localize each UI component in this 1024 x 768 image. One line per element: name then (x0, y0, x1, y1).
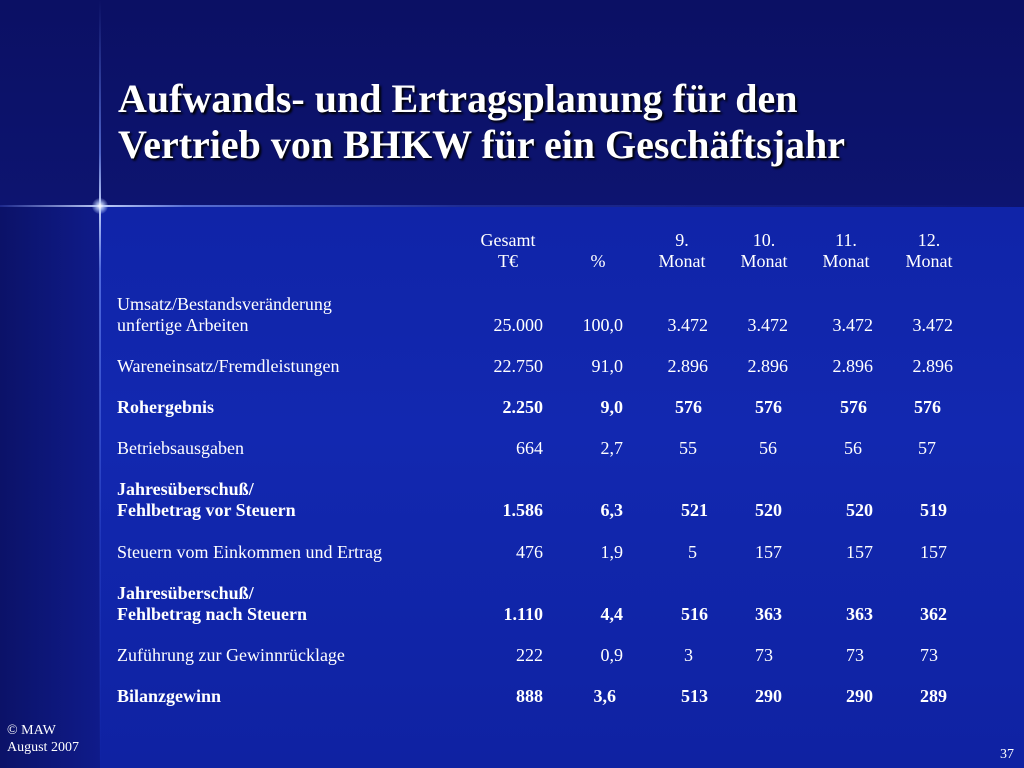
cell-umsatz-m11: 3.472 (832, 315, 873, 335)
header-month-9-line-2: Monat (658, 251, 706, 271)
cell-nach-steuern-m10: 363 (755, 604, 782, 624)
cell-rohergebnis-m9: 576 (675, 397, 702, 417)
cell-betriebsausgaben-m9: 55 (679, 438, 697, 458)
cell-wareneinsatz-gesamt: 22.750 (493, 356, 543, 376)
cell-bilanzgewinn-percent: 3,6 (593, 686, 616, 706)
cell-umsatz-percent: 100,0 (582, 315, 623, 335)
cell-zufuehrung-m9: 3 (684, 645, 693, 665)
cell-umsatz-gesamt: 25.000 (493, 315, 543, 335)
row-label-ueberschuss-nach-steuern (117, 583, 307, 625)
header-month-12 (895, 230, 963, 272)
cell-nach-steuern-gesamt: 1.110 (503, 604, 543, 624)
row-label-wareneinsatz: Wareneinsatz/Fremdleistungen (117, 356, 340, 376)
cell-steuern-percent: 1,9 (600, 542, 623, 562)
cell-rohergebnis-m12: 576 (914, 397, 941, 417)
cell-rohergebnis-m11: 576 (840, 397, 867, 417)
cell-vor-steuern-percent: 6,3 (600, 500, 623, 520)
header-month-11 (812, 230, 880, 272)
cell-betriebsausgaben-m11: 56 (844, 438, 862, 458)
cell-vor-steuern-gesamt: 1.586 (502, 500, 543, 520)
cell-rohergebnis-percent: 9,0 (600, 397, 623, 417)
cell-bilanzgewinn-m10: 290 (755, 686, 782, 706)
cell-nach-steuern-m9: 516 (681, 604, 708, 624)
row-label-ueberschuss-nach-steuern-line-2: Fehlbetrag nach Steuern (117, 604, 307, 624)
row-label-ueberschuss-vor-steuern-line-2: Fehlbetrag vor Steuern (117, 500, 296, 520)
cell-zufuehrung-gesamt: 222 (516, 645, 543, 665)
cell-vor-steuern-m12: 519 (920, 500, 947, 520)
cell-steuern-gesamt: 476 (516, 542, 543, 562)
date-text: August 2007 (7, 740, 79, 755)
cell-vor-steuern-m9: 521 (681, 500, 708, 520)
header-month-10-line-2: Monat (740, 251, 788, 271)
cell-nach-steuern-m12: 362 (920, 604, 947, 624)
header-gesamt (468, 230, 548, 272)
header-month-9 (648, 230, 716, 272)
slide-title-line-1: Aufwands- und Ertragsplanung für den (118, 76, 798, 121)
cell-wareneinsatz-m9: 2.896 (667, 356, 708, 376)
slide-title-line-2: Vertrieb von BHKW für ein Geschäftsjahr (118, 122, 846, 167)
cell-steuern-m12: 157 (920, 542, 947, 562)
row-label-steuern: Steuern vom Einkommen und Ertrag (117, 542, 382, 562)
footer-copyright (7, 722, 79, 756)
cell-wareneinsatz-m11: 2.896 (832, 356, 873, 376)
cell-wareneinsatz-m12: 2.896 (912, 356, 953, 376)
row-label-umsatz (117, 294, 332, 336)
cell-steuern-m10: 157 (755, 542, 782, 562)
cell-zufuehrung-m10: 73 (755, 645, 773, 665)
cell-zufuehrung-m12: 73 (920, 645, 938, 665)
cell-wareneinsatz-percent: 91,0 (591, 356, 623, 376)
header-gesamt-line-1: Gesamt (480, 230, 536, 250)
cell-betriebsausgaben-m12: 57 (918, 438, 936, 458)
cell-nach-steuern-m11: 363 (846, 604, 873, 624)
cell-nach-steuern-percent: 4,4 (600, 604, 623, 624)
cell-betriebsausgaben-gesamt: 664 (516, 438, 543, 458)
header-percent: % (590, 251, 606, 271)
cell-umsatz-m10: 3.472 (747, 315, 788, 335)
cell-vor-steuern-m11: 520 (846, 500, 873, 520)
row-label-ueberschuss-nach-steuern-line-1: Jahresüberschuß/ (117, 583, 254, 603)
row-label-betriebsausgaben: Betriebsausgaben (117, 438, 244, 458)
header-month-10 (730, 230, 798, 272)
cell-steuern-m9: 5 (688, 542, 697, 562)
header-gesamt-line-2: T€ (498, 251, 518, 271)
row-label-umsatz-line-2: unfertige Arbeiten (117, 315, 249, 335)
cell-bilanzgewinn-m9: 513 (681, 686, 708, 706)
header-month-11-line-1: 11. (835, 230, 857, 250)
cell-steuern-m11: 157 (846, 542, 873, 562)
row-label-zufuehrung: Zuführung zur Gewinnrücklage (117, 645, 345, 665)
cell-betriebsausgaben-percent: 2,7 (600, 438, 623, 458)
header-month-10-line-1: 10. (752, 230, 776, 250)
cell-betriebsausgaben-m10: 56 (759, 438, 777, 458)
cell-umsatz-m9: 3.472 (667, 315, 708, 335)
cell-wareneinsatz-m10: 2.896 (747, 356, 788, 376)
page-number: 37 (1000, 747, 1014, 762)
cell-bilanzgewinn-m12: 289 (920, 686, 947, 706)
cell-vor-steuern-m10: 520 (755, 500, 782, 520)
row-label-ueberschuss-vor-steuern-line-1: Jahresüberschuß/ (117, 479, 254, 499)
header-month-9-line-1: 9. (675, 230, 689, 250)
cell-bilanzgewinn-m11: 290 (846, 686, 873, 706)
row-label-rohergebnis: Rohergebnis (117, 397, 215, 417)
header-month-11-line-2: Monat (822, 251, 870, 271)
copyright-text: © MAW (7, 723, 56, 738)
header-month-12-line-2: Monat (905, 251, 953, 271)
cell-zufuehrung-percent: 0,9 (600, 645, 623, 665)
row-label-ueberschuss-vor-steuern (117, 479, 296, 521)
cell-bilanzgewinn-gesamt: 888 (516, 686, 543, 706)
row-label-umsatz-line-1: Umsatz/Bestandsveränderung (117, 294, 332, 314)
cell-rohergebnis-m10: 576 (755, 397, 782, 417)
cell-rohergebnis-gesamt: 2.250 (502, 397, 543, 417)
cell-zufuehrung-m11: 73 (846, 645, 864, 665)
header-month-12-line-1: 12. (917, 230, 941, 250)
row-label-bilanzgewinn: Bilanzgewinn (117, 686, 222, 706)
cell-umsatz-m12: 3.472 (912, 315, 953, 335)
